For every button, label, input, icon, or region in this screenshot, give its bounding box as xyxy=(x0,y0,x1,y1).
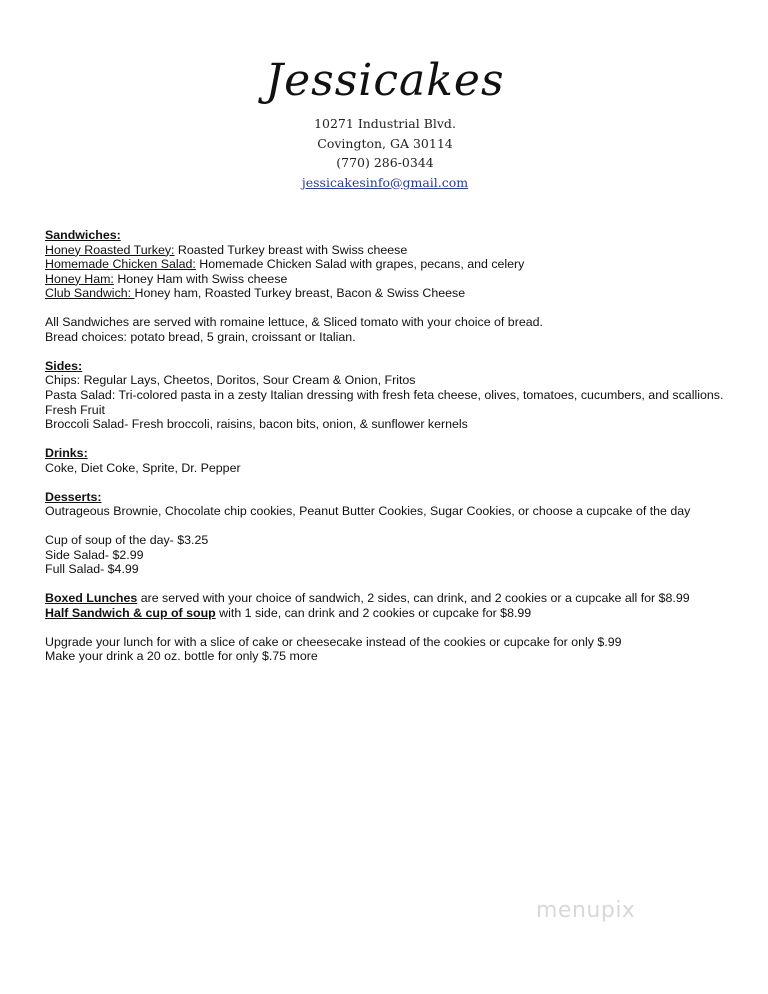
drinks-heading: Drinks: xyxy=(45,446,88,461)
sandwich-desc: Honey ham, Roasted Turkey breast, Bacon & Swiss Cheese xyxy=(134,286,466,301)
desserts-heading: Desserts: xyxy=(45,489,102,504)
sandwich-item xyxy=(45,243,735,258)
sandwiches-heading: Sandwiches: xyxy=(45,228,121,242)
boxed-lunch-title: Boxed Lunches xyxy=(45,591,138,606)
half-sandwich-title: Half Sandwich & cup of soup xyxy=(45,605,216,620)
restaurant-logo: Jessicakes xyxy=(265,55,505,106)
restaurant-header xyxy=(0,48,768,192)
sandwich-desc: Roasted Turkey breast with Swiss cheese xyxy=(174,242,408,257)
side-salad-price: Side Salad- $2.99 xyxy=(45,547,144,562)
sandwich-name: Club Sandwich: xyxy=(45,286,135,301)
email-link[interactable]: jessicakesinfo@gmail.com xyxy=(301,174,469,190)
sandwich-item xyxy=(45,272,735,287)
side-fresh-fruit: Fresh Fruit xyxy=(45,402,105,417)
side-pasta-salad: Pasta Salad: Tri-colored pasta in a zesty Italian dressing with fresh feta cheese, olives, tomatoes, cucumbers, and scallions. xyxy=(45,387,724,402)
menu-body xyxy=(45,228,735,664)
half-sandwich-offer xyxy=(45,606,735,621)
side-chips: Chips: Regular Lays, Cheetos, Doritos, Sour Cream & Onion, Fritos xyxy=(45,373,416,388)
soup-price: Cup of soup of the day- $3.25 xyxy=(45,532,209,547)
sandwich-note: All Sandwiches are served with romaine lettuce, & Sliced tomato with your choice of bread. xyxy=(45,315,543,330)
sandwich-name: Homemade Chicken Salad: xyxy=(45,257,196,272)
upgrade-drink: Make your drink a 20 oz. bottle for only $.75 more xyxy=(45,649,318,664)
boxed-lunch-offer xyxy=(45,591,735,606)
sandwich-item xyxy=(45,257,735,272)
sides-heading: Sides: xyxy=(45,358,83,373)
sandwich-name: Honey Ham: xyxy=(45,271,114,286)
full-salad-price: Full Salad- $4.99 xyxy=(45,562,139,577)
drinks-list: Coke, Diet Coke, Sprite, Dr. Pepper xyxy=(45,460,241,475)
upgrade-dessert: Upgrade your lunch for with a slice of cake or cheesecake instead of the cookies or cupcake for only $.99 xyxy=(45,634,622,649)
boxed-lunch-desc: are served with your choice of sandwich, 2 sides, can drink, and 2 cookies or a cupcake all for $8.99 xyxy=(137,591,690,606)
bread-choices: Bread choices: potato bread, 5 grain, croissant or Italian. xyxy=(45,329,356,344)
phone-number: (770) 286-0344 xyxy=(336,155,434,170)
side-broccoli-salad: Broccoli Salad- Fresh broccoli, raisins, bacon bits, onion, & sunflower kernels xyxy=(45,417,468,432)
address-line-1: 10271 Industrial Blvd. xyxy=(314,116,456,131)
sandwich-desc: Honey Ham with Swiss cheese xyxy=(113,271,288,286)
menupix-watermark: menupix xyxy=(536,898,636,923)
sandwich-desc: Homemade Chicken Salad with grapes, pecans, and celery xyxy=(195,257,525,272)
sandwich-item xyxy=(45,286,735,301)
desserts-list: Outrageous Brownie, Chocolate chip cookies, Peanut Butter Cookies, Sugar Cookies, or choose a cupcake of the day xyxy=(45,504,691,519)
half-sandwich-desc: with 1 side, can drink and 2 cookies or cupcake for $8.99 xyxy=(215,605,532,620)
sandwich-name: Honey Roasted Turkey: xyxy=(45,242,175,257)
address-line-2: Covington, GA 30114 xyxy=(317,135,453,151)
